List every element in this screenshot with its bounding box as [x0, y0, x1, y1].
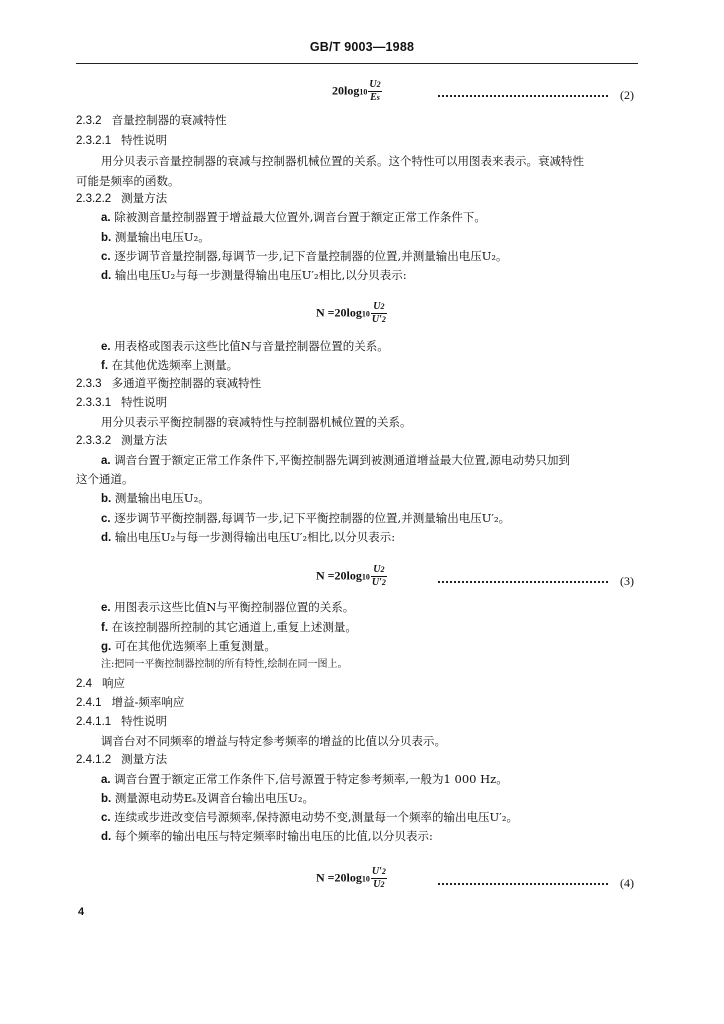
list-item [101, 491, 210, 506]
eq-lhs: N = [316, 305, 335, 320]
list-text: 调音台置于额定正常工作条件下,信号源置于特定参考频率,一般为1 000 Hz。 [114, 772, 508, 786]
equation-unnumbered [316, 301, 387, 326]
eq-fraction [371, 564, 387, 589]
section-number: 2.4 [76, 678, 92, 690]
eq-den-sub: 2 [381, 578, 386, 587]
list-label: g. [101, 641, 112, 653]
list-label: c. [101, 251, 111, 263]
eq-denominator [368, 92, 381, 104]
list-text: 逐步调节平衡控制器,每调节一步,记下平衡控制器的位置,并测量输出电压U′₂。 [114, 511, 511, 525]
section-number: 2.3.2.2 [76, 193, 112, 205]
section-heading [76, 377, 261, 391]
list-text: 输出电压U₂与每一步测量得输出电压U′₂相比,以分贝表示: [114, 268, 407, 282]
section-title: 多通道平衡控制器的衰减特性 [111, 378, 262, 390]
eq-num-sub: 2 [380, 302, 385, 311]
eq-num: U [369, 79, 377, 90]
eq-den: U′ [371, 314, 382, 325]
list-text: 用图表示这些比值N与平衡控制器位置的关系。 [114, 600, 355, 614]
section-title: 测量方法 [121, 435, 168, 447]
eq-den-sub: s [376, 93, 380, 102]
note: 注:把同一平衡控制器控制的所有特性,绘制在同一图上。 [101, 659, 348, 670]
section-title: 音量控制器的衰减特性 [111, 115, 227, 127]
section-heading [76, 434, 167, 448]
list-text: 在其他优选频率上测量。 [111, 358, 239, 372]
eq-denominator [371, 314, 387, 326]
eq-func: 20log [334, 870, 362, 885]
list-label: f. [101, 360, 109, 372]
list-text: 逐步调节音量控制器,每调节一步,记下音量控制器的位置,并测量输出电压U₂。 [114, 249, 508, 263]
list-label: d. [101, 831, 112, 843]
paragraph-line: 调音台对不同频率的增益与特定参考频率的增益的比值以分贝表示。 [101, 734, 446, 748]
section-heading [76, 192, 167, 206]
section-heading [76, 396, 167, 410]
list-text: 输出电压U₂与每一步测得输出电压U′₂相比,以分贝表示: [114, 530, 396, 544]
list-text: 测量源电动势Eₛ及调音台输出电压U₂。 [114, 791, 314, 805]
section-heading [76, 753, 167, 767]
list-item [101, 268, 407, 283]
eq-numerator [371, 301, 387, 314]
section-number: 2.4.1 [76, 697, 102, 709]
eq-numerator [371, 564, 387, 577]
list-label: b. [101, 493, 112, 505]
list-item [101, 639, 276, 654]
leader-dots [438, 581, 608, 583]
section-number: 2.3.2 [76, 115, 102, 127]
list-label: e. [101, 602, 111, 614]
eq-den: U′ [371, 577, 382, 588]
section-number: 2.4.1.1 [76, 716, 112, 728]
list-label: b. [101, 793, 112, 805]
list-item [101, 511, 510, 526]
eq-base: 10 [359, 87, 368, 97]
eq-numerator [368, 79, 381, 92]
eq-denominator [371, 577, 387, 589]
list-text: 连续或步进改变信号源频率,保持源电动势不变,测量每一个频率的输出电压U′₂。 [114, 810, 518, 824]
eq-fraction [371, 301, 387, 326]
eq-den: U [373, 879, 381, 890]
list-text: 在该控制器所控制的其它通道上,重复上述测量。 [111, 620, 357, 634]
eq-numerator [371, 866, 387, 879]
section-heading [76, 715, 167, 729]
list-item [101, 249, 508, 264]
list-text: 每个频率的输出电压与特定频率时输出电压的比值,以分贝表示: [114, 829, 433, 843]
list-item [101, 600, 354, 615]
section-title: 特性说明 [121, 397, 168, 409]
list-label: a. [101, 455, 111, 467]
list-label: a. [101, 774, 111, 786]
eq-den: E [370, 92, 377, 103]
section-heading [76, 134, 167, 148]
eq-lhs: N = [316, 568, 335, 583]
equation-4 [316, 866, 387, 891]
list-text: 测量输出电压U₂。 [114, 230, 210, 244]
list-item [101, 339, 389, 354]
eq-num: U [373, 301, 381, 312]
eq-num-sub: 2 [381, 867, 386, 876]
list-item-continuation: 这个通道。 [76, 472, 134, 486]
list-item [101, 620, 357, 635]
list-item [101, 530, 395, 545]
eq-base: 10 [361, 572, 370, 582]
eq-base: 10 [361, 874, 370, 884]
eq-num-sub: 2 [380, 565, 385, 574]
paragraph-line: 可能是频率的函数。 [76, 174, 180, 188]
section-title: 增益-频率响应 [111, 697, 185, 709]
section-number: 2.4.1.2 [76, 754, 112, 766]
list-label: f. [101, 622, 109, 634]
list-item [101, 791, 314, 806]
section-heading [76, 114, 227, 128]
page-header: GB/T 9003—1988 [309, 40, 415, 54]
equation-number: (2) [620, 88, 634, 102]
eq-num-sub: 2 [376, 80, 381, 89]
eq-den-sub: 2 [380, 880, 385, 889]
paragraph-line: 用分贝表示平衡控制器的衰减特性与控制器机械位置的关系。 [101, 415, 412, 429]
eq-fraction [368, 79, 381, 104]
eq-num: U [373, 564, 381, 575]
section-heading [76, 677, 125, 691]
leader-dots [438, 95, 608, 97]
page-number: 4 [78, 906, 85, 918]
section-heading [76, 696, 184, 710]
eq-func: 20log [332, 83, 360, 98]
section-number: 2.3.3.2 [76, 435, 112, 447]
list-text: 调音台置于额定正常工作条件下,平衡控制器先调到被测通道增益最大位置,源电动势只加到 [114, 453, 571, 467]
section-number: 2.3.2.1 [76, 135, 112, 147]
list-item [101, 210, 486, 225]
eq-denominator [371, 879, 387, 891]
eq-base: 10 [361, 309, 370, 319]
list-label: b. [101, 232, 112, 244]
equation-3 [316, 564, 387, 589]
list-item [101, 772, 508, 787]
eq-num: U′ [371, 866, 382, 877]
list-label: d. [101, 532, 112, 544]
eq-den-sub: 2 [381, 315, 386, 324]
leader-dots [438, 883, 608, 885]
list-item [101, 230, 210, 245]
list-text: 测量输出电压U₂。 [114, 491, 210, 505]
list-item [101, 358, 238, 373]
list-label: d. [101, 270, 112, 282]
list-item [101, 829, 433, 844]
equation-number: (3) [620, 574, 634, 588]
section-number: 2.3.3 [76, 378, 102, 390]
list-label: a. [101, 212, 111, 224]
list-text: 用表格或图表示这些比值N与音量控制器位置的关系。 [114, 339, 389, 353]
section-number: 2.3.3.1 [76, 397, 112, 409]
list-item [101, 453, 570, 468]
section-title: 特性说明 [121, 135, 168, 147]
header-rule [76, 63, 638, 64]
section-title: 测量方法 [121, 193, 168, 205]
paragraph-line: 用分贝表示音量控制器的衰减与控制器机械位置的关系。这个特性可以用图表来表示。衰减特性 [101, 154, 584, 168]
eq-func: 20log [334, 568, 362, 583]
list-label: e. [101, 341, 111, 353]
list-label: c. [101, 812, 111, 824]
equation-number: (4) [620, 876, 634, 890]
section-title: 特性说明 [121, 716, 168, 728]
equation-2 [332, 79, 382, 104]
list-text: 可在其他优选频率上重复测量。 [114, 639, 276, 653]
eq-lhs: N = [316, 870, 335, 885]
list-text: 除被测音量控制器置于增益最大位置外,调音台置于额定正常工作条件下。 [114, 210, 486, 224]
section-title: 响应 [102, 678, 125, 690]
eq-func: 20log [334, 305, 362, 320]
section-title: 测量方法 [121, 754, 168, 766]
list-label: c. [101, 513, 111, 525]
eq-fraction [371, 866, 387, 891]
list-item [101, 810, 518, 825]
